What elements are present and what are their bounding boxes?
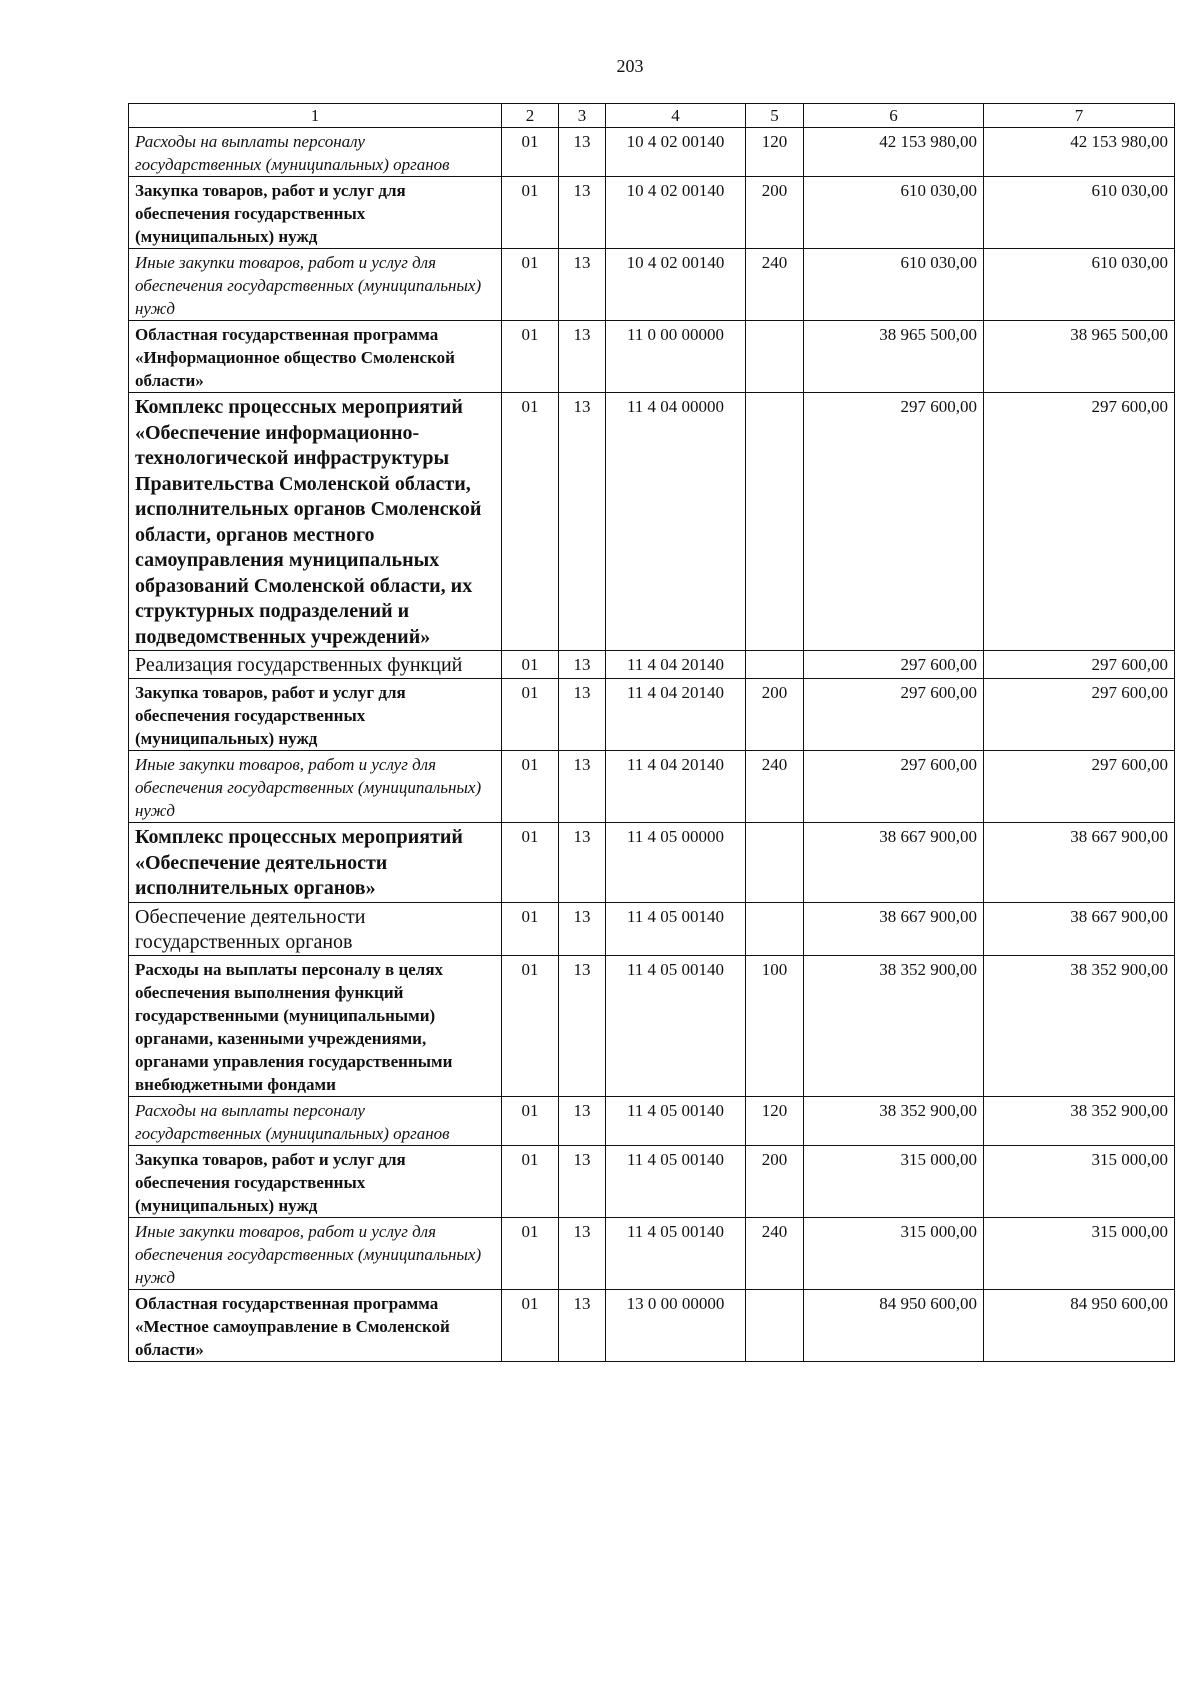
row-name-cell: Расходы на выплаты персоналу государственных (муниципальных) органов: [129, 128, 502, 177]
target-article-cell: 11 4 05 00000: [606, 823, 746, 903]
amount-cell: 38 352 900,00: [984, 1096, 1175, 1145]
section-code-cell: 01: [502, 393, 559, 651]
row-name-cell: Расходы на выплаты персоналу государственных (муниципальных) органов: [129, 1096, 502, 1145]
row-name-cell: Реализация государственных функций: [129, 651, 502, 679]
row-name-cell: Комплекс процессных мероприятий «Обеспечение информационно-технологической инфраструктуры Правительства Смоленской области, исполнительных органов Смоленской области, органов местного самоуправления муниципальных образований Смоленской области, их структурных подразделений и подведомственных учреждений»: [129, 393, 502, 651]
subsection-code-cell: 13: [559, 1217, 606, 1289]
table-row: [129, 902, 1175, 955]
subsection-code-cell: 13: [559, 651, 606, 679]
expense-type-cell: 200: [746, 679, 804, 751]
amount-cell: 610 030,00: [984, 249, 1175, 321]
section-code-cell: 01: [502, 128, 559, 177]
amount-cell: 297 600,00: [804, 651, 984, 679]
amount-cell: 297 600,00: [984, 651, 1175, 679]
table-row: [129, 393, 1175, 651]
expense-type-cell: 100: [746, 955, 804, 1096]
target-article-cell: 11 4 05 00140: [606, 1145, 746, 1217]
target-article-cell: 10 4 02 00140: [606, 177, 746, 249]
expense-type-cell: 200: [746, 1145, 804, 1217]
amount-cell: 38 352 900,00: [984, 955, 1175, 1096]
section-code-cell: 01: [502, 249, 559, 321]
amount-cell: 315 000,00: [984, 1217, 1175, 1289]
budget-table-body: [129, 128, 1175, 1362]
expense-type-cell: [746, 1289, 804, 1361]
section-code-cell: 01: [502, 1289, 559, 1361]
section-code-cell: 01: [502, 177, 559, 249]
target-article-cell: 11 4 05 00140: [606, 1217, 746, 1289]
amount-cell: 297 600,00: [804, 393, 984, 651]
amount-cell: 38 667 900,00: [804, 823, 984, 903]
section-code-cell: 01: [502, 1145, 559, 1217]
target-article-cell: 11 4 05 00140: [606, 955, 746, 1096]
expense-type-cell: [746, 651, 804, 679]
row-name-cell: Областная государственная программа «Местное самоуправление в Смоленской области»: [129, 1289, 502, 1361]
amount-cell: 297 600,00: [804, 751, 984, 823]
expense-type-cell: 120: [746, 128, 804, 177]
target-article-cell: 11 4 05 00140: [606, 1096, 746, 1145]
amount-cell: 315 000,00: [804, 1145, 984, 1217]
section-code-cell: 01: [502, 955, 559, 1096]
target-article-cell: 13 0 00 00000: [606, 1289, 746, 1361]
row-name-cell: Иные закупки товаров, работ и услуг для обеспечения государственных (муниципальных) нужд: [129, 1217, 502, 1289]
column-header-5: 5: [746, 104, 804, 128]
expense-type-cell: [746, 823, 804, 903]
table-row: [129, 823, 1175, 903]
column-header-2: 2: [502, 104, 559, 128]
table-row: [129, 177, 1175, 249]
amount-cell: 297 600,00: [984, 679, 1175, 751]
amount-cell: 38 667 900,00: [804, 902, 984, 955]
row-name-cell: Закупка товаров, работ и услуг для обеспечения государственных (муниципальных) нужд: [129, 1145, 502, 1217]
amount-cell: 297 600,00: [984, 393, 1175, 651]
amount-cell: 297 600,00: [984, 751, 1175, 823]
amount-cell: 38 667 900,00: [984, 902, 1175, 955]
column-header-7: 7: [984, 104, 1175, 128]
table-row: [129, 1217, 1175, 1289]
subsection-code-cell: 13: [559, 128, 606, 177]
subsection-code-cell: 13: [559, 955, 606, 1096]
table-row: [129, 1145, 1175, 1217]
expense-type-cell: [746, 902, 804, 955]
section-code-cell: 01: [502, 902, 559, 955]
expense-type-cell: 240: [746, 249, 804, 321]
subsection-code-cell: 13: [559, 1145, 606, 1217]
section-code-cell: 01: [502, 321, 559, 393]
section-code-cell: 01: [502, 651, 559, 679]
row-name-cell: Расходы на выплаты персоналу в целях обеспечения выполнения функций государственными (муниципальными) органами, казенными учреждениями, органами управления государственными внебюджетными фондами: [129, 955, 502, 1096]
section-code-cell: 01: [502, 1217, 559, 1289]
target-article-cell: 11 4 05 00140: [606, 902, 746, 955]
section-code-cell: 01: [502, 679, 559, 751]
amount-cell: 42 153 980,00: [984, 128, 1175, 177]
subsection-code-cell: 13: [559, 321, 606, 393]
row-name-cell: Иные закупки товаров, работ и услуг для обеспечения государственных (муниципальных) нужд: [129, 249, 502, 321]
subsection-code-cell: 13: [559, 249, 606, 321]
table-row: [129, 249, 1175, 321]
table-row: [129, 1096, 1175, 1145]
amount-cell: 315 000,00: [984, 1145, 1175, 1217]
amount-cell: 84 950 600,00: [984, 1289, 1175, 1361]
column-header-6: 6: [804, 104, 984, 128]
target-article-cell: 11 4 04 20140: [606, 651, 746, 679]
table-row: [129, 751, 1175, 823]
subsection-code-cell: 13: [559, 751, 606, 823]
amount-cell: 42 153 980,00: [804, 128, 984, 177]
expense-type-cell: 240: [746, 751, 804, 823]
expense-type-cell: 120: [746, 1096, 804, 1145]
expense-type-cell: [746, 393, 804, 651]
amount-cell: 38 965 500,00: [984, 321, 1175, 393]
amount-cell: 610 030,00: [804, 177, 984, 249]
table-row: [129, 321, 1175, 393]
target-article-cell: 10 4 02 00140: [606, 249, 746, 321]
table-row: [129, 651, 1175, 679]
amount-cell: 297 600,00: [804, 679, 984, 751]
subsection-code-cell: 13: [559, 393, 606, 651]
amount-cell: 84 950 600,00: [804, 1289, 984, 1361]
amount-cell: 38 352 900,00: [804, 1096, 984, 1145]
section-code-cell: 01: [502, 823, 559, 903]
table-row: [129, 1289, 1175, 1361]
table-row: [129, 679, 1175, 751]
page-number: 203: [616, 56, 644, 76]
subsection-code-cell: 13: [559, 1096, 606, 1145]
target-article-cell: 11 4 04 20140: [606, 679, 746, 751]
column-number-row: [129, 104, 1175, 128]
subsection-code-cell: 13: [559, 902, 606, 955]
table-row: [129, 128, 1175, 177]
row-name-cell: Закупка товаров, работ и услуг для обеспечения государственных (муниципальных) нужд: [129, 679, 502, 751]
amount-cell: 38 965 500,00: [804, 321, 984, 393]
amount-cell: 38 667 900,00: [984, 823, 1175, 903]
amount-cell: 610 030,00: [984, 177, 1175, 249]
subsection-code-cell: 13: [559, 823, 606, 903]
table-row: [129, 955, 1175, 1096]
expense-type-cell: [746, 321, 804, 393]
expense-type-cell: 240: [746, 1217, 804, 1289]
amount-cell: 38 352 900,00: [804, 955, 984, 1096]
row-name-cell: Комплекс процессных мероприятий «Обеспечение деятельности исполнительных органов»: [129, 823, 502, 903]
row-name-cell: Закупка товаров, работ и услуг для обеспечения государственных (муниципальных) нужд: [129, 177, 502, 249]
section-code-cell: 01: [502, 1096, 559, 1145]
amount-cell: 610 030,00: [804, 249, 984, 321]
budget-table: [128, 103, 1175, 1362]
row-name-cell: Иные закупки товаров, работ и услуг для обеспечения государственных (муниципальных) нужд: [129, 751, 502, 823]
subsection-code-cell: 13: [559, 679, 606, 751]
target-article-cell: 11 4 04 00000: [606, 393, 746, 651]
column-header-3: 3: [559, 104, 606, 128]
target-article-cell: 10 4 02 00140: [606, 128, 746, 177]
column-header-4: 4: [606, 104, 746, 128]
column-header-1: 1: [129, 104, 502, 128]
row-name-cell: Обеспечение деятельности государственных органов: [129, 902, 502, 955]
row-name-cell: Областная государственная программа «Информационное общество Смоленской области»: [129, 321, 502, 393]
amount-cell: 315 000,00: [804, 1217, 984, 1289]
section-code-cell: 01: [502, 751, 559, 823]
target-article-cell: 11 4 04 20140: [606, 751, 746, 823]
expense-type-cell: 200: [746, 177, 804, 249]
subsection-code-cell: 13: [559, 1289, 606, 1361]
target-article-cell: 11 0 00 00000: [606, 321, 746, 393]
subsection-code-cell: 13: [559, 177, 606, 249]
